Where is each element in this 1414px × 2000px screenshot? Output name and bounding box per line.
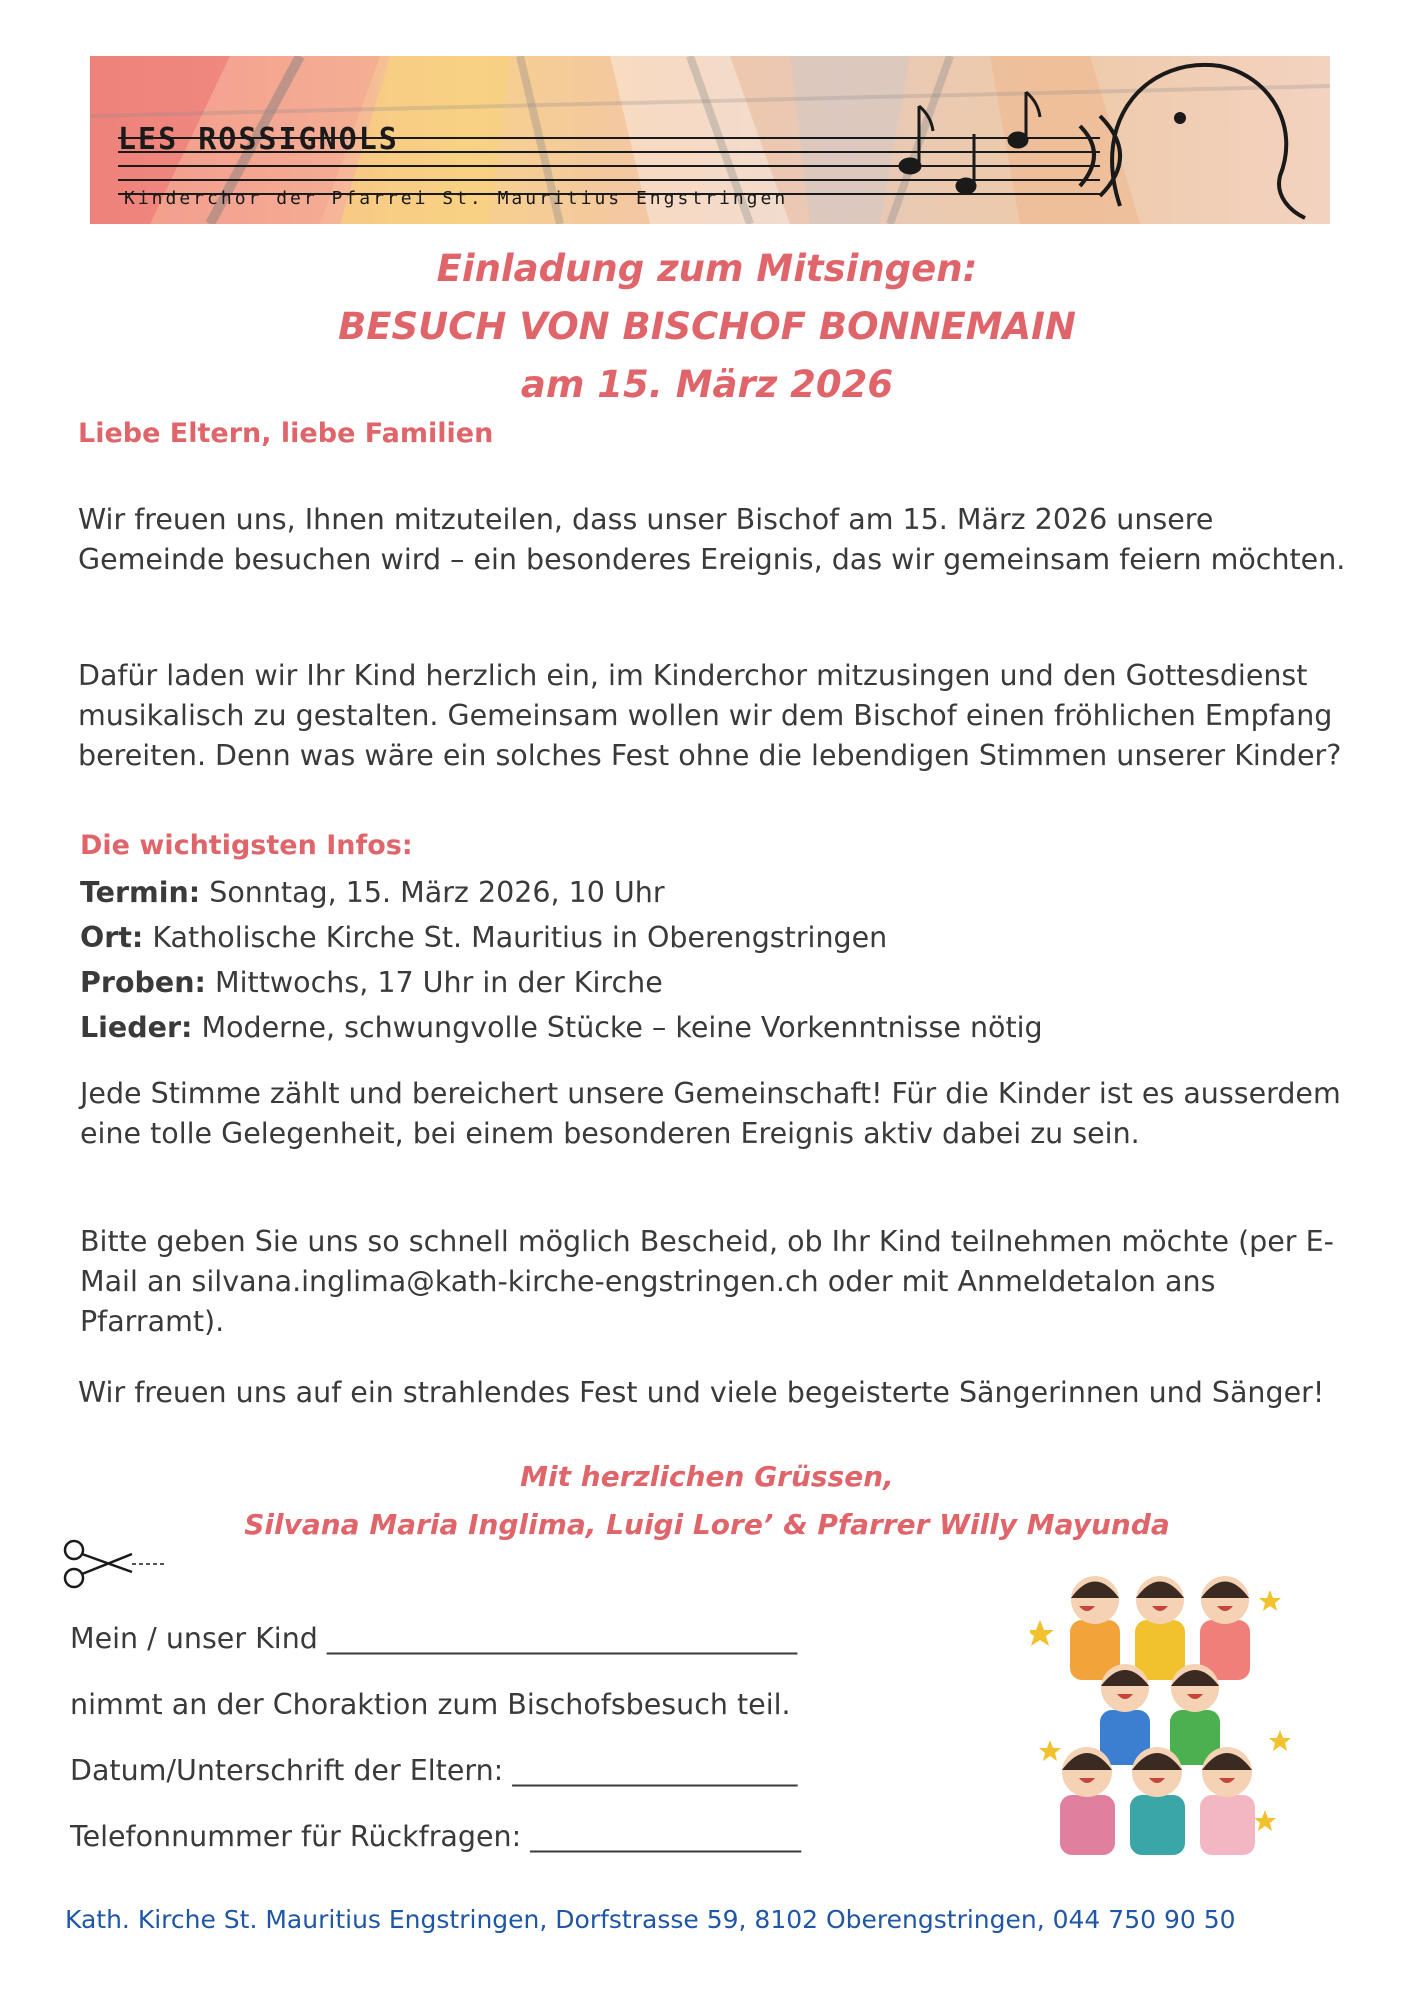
paragraph-closing: Wir freuen uns auf ein strahlendes Fest und viele begeisterte Sängerinnen und Sänger!	[78, 1376, 1325, 1409]
choir-subtitle: Kinderchor der Pfarrei St. Mauritius Engstringen	[124, 188, 789, 209]
choir-name: LES ROSSIGNOLS	[118, 122, 399, 157]
form-date-signature: Datum/Unterschrift der Eltern: ____________________	[70, 1754, 798, 1787]
greeting: Liebe Eltern, liebe Familien	[78, 418, 494, 449]
title-line-3: am 15. März 2026	[520, 363, 894, 406]
form-phone: Telefonnummer für Rückfragen: ___________________	[70, 1820, 801, 1853]
header-banner	[90, 56, 1330, 224]
footer-address: Kath. Kirche St. Mauritius Engstringen, Dorfstrasse 59, 8102 Oberengstringen, 044 750 90 50	[65, 1905, 1236, 1934]
ort-label: Ort:	[80, 921, 144, 954]
title-line-1: Einladung zum Mitsingen:	[436, 247, 978, 290]
paragraph-response-request: Bitte geben Sie uns so schnell möglich Bescheid, ob Ihr Kind teilnehmen möchte (per E-Mail an silvana.inglima@kath-kirche-engstringen.ch oder mit Anmeldetalon ans Pfarramt).	[80, 1225, 1334, 1338]
info-lieder	[80, 1011, 1043, 1044]
infos-heading: Die wichtigsten Infos:	[80, 830, 413, 861]
form-statement: nimmt an der Choraktion zum Bischofsbesuch teil.	[70, 1688, 791, 1721]
paragraph-announcement: Wir freuen uns, Ihnen mitzuteilen, dass unser Bischof am 15. März 2026 unsere Gemeinde besuchen wird – ein besonderes Ereignis, das wir gemeinsam feiern möchten.	[78, 503, 1346, 576]
info-termin	[80, 876, 665, 909]
info-proben	[80, 966, 663, 999]
ort-value: Katholische Kirche St. Mauritius in Oberengstringen	[143, 921, 888, 954]
invitation-title	[0, 240, 1414, 414]
title-line-2: BESUCH VON BISCHOF BONNEMAIN	[338, 305, 1076, 348]
info-ort	[80, 921, 887, 954]
lieder-value: Moderne, schwungvolle Stücke – keine Vorkenntnisse nötig	[192, 1011, 1043, 1044]
scissors-icon	[62, 1538, 166, 1590]
paragraph-every-voice: Jede Stimme zählt und bereichert unsere Gemeinschaft! Für die Kinder ist es ausserdem eine tolle Gelegenheit, bei einem besonderen Ereignis aktiv dabei zu sein.	[80, 1077, 1341, 1150]
termin-label: Termin:	[80, 876, 201, 909]
lieder-label: Lieder:	[80, 1011, 193, 1044]
proben-label: Proben:	[80, 966, 206, 999]
signature-names: Silvana Maria Inglima, Luigi Lore’ & Pfarrer Willy Mayunda	[244, 1508, 1170, 1541]
form-child-name: Mein / unser Kind _________________________________	[70, 1622, 798, 1655]
proben-value: Mittwochs, 17 Uhr in der Kirche	[205, 966, 663, 999]
paragraph-invitation: Dafür laden wir Ihr Kind herzlich ein, im Kinderchor mitzusingen und den Gottesdienst musikalisch zu gestalten. Gemeinsam wollen wir dem Bischof einen fröhlichen Empfang bereiten. Denn was wäre ein solches Fest ohne die lebendigen Stimmen unserer Kinder?	[78, 659, 1342, 772]
signature-closing: Mit herzlichen Grüssen,	[520, 1460, 894, 1493]
children-choir-illustration	[1030, 1560, 1290, 1860]
termin-value: Sonntag, 15. März 2026, 10 Uhr	[200, 876, 665, 909]
